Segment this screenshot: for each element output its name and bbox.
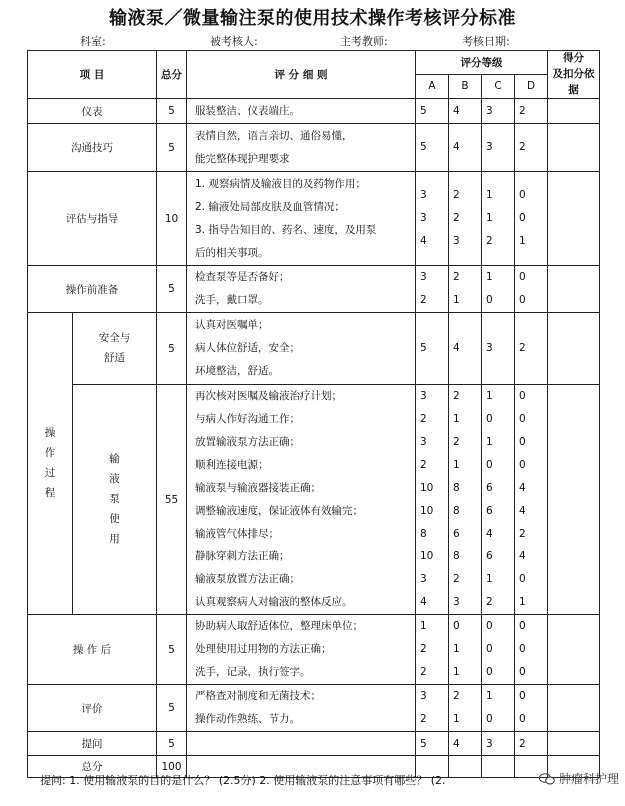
grade-a-value: 2 (420, 294, 427, 307)
vertical-char: 输 (109, 452, 120, 465)
row-name: 评估与指导 (28, 172, 157, 266)
row-score: 5 (157, 266, 187, 313)
criterion-line: 表情自然，语言亲切、通俗易懂， (195, 129, 353, 142)
grade-c-value: 3 (486, 104, 493, 117)
grade-a-value: 3 (420, 271, 427, 284)
grade-b-value: 2 (453, 436, 460, 449)
grade-d-value: 4 (519, 550, 526, 563)
grade-d-value: 0 (519, 690, 526, 703)
grade-d-value: 0 (519, 390, 526, 403)
grade-d (515, 124, 548, 172)
grade-d (515, 172, 548, 266)
vertical-char: 用 (109, 532, 120, 545)
criterion-line: 输液泵与输液器接装正确； (195, 481, 321, 494)
grade-b (449, 385, 482, 615)
grade-d-value: 0 (519, 294, 526, 307)
criterion-line: 洗手，戴口罩。 (195, 294, 269, 307)
grade-b-value: 2 (453, 189, 460, 202)
grade-c-value: 0 (486, 458, 493, 471)
grade-a (416, 124, 449, 172)
grade-d (515, 685, 548, 732)
criterion-line: 环境整洁，舒适。 (195, 365, 279, 378)
row-details (187, 266, 416, 313)
grade-c-value: 0 (486, 294, 493, 307)
grade-b-value: 2 (453, 573, 460, 586)
safety-char: 舒 (104, 351, 115, 364)
grade-a-value: 4 (420, 235, 427, 248)
row-name: 评价 (28, 685, 157, 732)
grade-c-value: 1 (486, 189, 493, 202)
grade-b-value: 4 (453, 104, 460, 117)
criterion-line: 认真对医嘱单； (195, 319, 269, 332)
grade-d-value: 4 (519, 481, 526, 494)
grade-a (416, 685, 449, 732)
grade-a-value: 3 (420, 189, 427, 202)
grade-a-value: 4 (420, 596, 427, 609)
criterion-line: 1. 观察病情及输液目的及药物作用； (195, 177, 366, 190)
grade-d (515, 99, 548, 124)
grade-b-value: 1 (453, 413, 460, 426)
grade-c-value: 0 (486, 620, 493, 633)
grade-c-value: 1 (486, 271, 493, 284)
watermark (539, 770, 619, 787)
grade-b-value: 2 (453, 690, 460, 703)
vertical-char: 使 (109, 512, 120, 525)
grade-a-value: 2 (420, 713, 427, 726)
criterion-line: 病人体位舒适，安全； (195, 342, 300, 355)
grade-c (482, 615, 515, 685)
grade-b-value: 1 (453, 458, 460, 471)
score-cell[interactable] (548, 266, 600, 313)
safety-char: 全 (109, 331, 120, 344)
grade-a-value: 1 (420, 620, 427, 633)
grade-b-value: 4 (453, 342, 460, 355)
row-assessment (28, 172, 600, 266)
grade-c-value: 0 (486, 666, 493, 679)
grade-b-value: 4 (453, 141, 460, 154)
criterion-line: 输液管气体排尽； (195, 527, 279, 540)
grade-a-value: 5 (420, 141, 427, 154)
grade-a: 5 (416, 732, 449, 756)
grade-c-value: 1 (486, 573, 493, 586)
grade-d-value: 2 (519, 527, 526, 540)
grade-a-value: 2 (420, 413, 427, 426)
grade-b-value: 2 (453, 212, 460, 225)
row-details (187, 615, 416, 685)
criterion-line: 后的相关事项。 (195, 246, 269, 259)
page-title: 输液泵／微量输注泵的使用技术操作考核评分标准 (109, 8, 516, 29)
row-details (187, 124, 416, 172)
grade-d-value: 0 (519, 189, 526, 202)
row-score: 100 (157, 756, 187, 778)
wechat-icon (539, 773, 555, 785)
grade-a (416, 313, 449, 385)
grade-d: 2 (515, 732, 548, 756)
grade-c-value: 1 (486, 390, 493, 403)
grade-c (482, 266, 515, 313)
grade-a-value: 2 (420, 458, 427, 471)
grade-a-value: 10 (420, 504, 434, 517)
criterion-line: 洗手，记录，执行签字。 (195, 666, 311, 679)
footer-questions: 提问: 1. 使用输液泵的目的是什么？ (2.5分) 2. 使用输液泵的注意事项有哪些？ (2. (40, 774, 446, 787)
grade-c-value: 1 (486, 690, 493, 703)
meta-examiner: 主考教师: (340, 35, 388, 48)
criterion-line: 静脉穿刺方法正确； (195, 550, 290, 563)
row-score: 10 (157, 172, 187, 266)
criterion-line: 2. 输液处局部皮肤及血管情况； (195, 200, 345, 213)
row-name: 操 作 后 (28, 615, 157, 685)
row-name: 总分 (28, 756, 157, 778)
header-basis-label: 及扣分依据 (552, 67, 595, 96)
grade-a-value: 5 (420, 342, 427, 355)
infusion-name-vertical (109, 453, 120, 545)
row-name: 沟通技巧 (28, 124, 157, 172)
grade-c-value: 6 (486, 504, 493, 517)
vertical-char: 操 (44, 426, 56, 439)
meta-dept: 科室: (80, 35, 106, 48)
row-name: 仪表 (28, 99, 157, 124)
grade-c-value: 4 (486, 527, 493, 540)
grade-c (482, 124, 515, 172)
row-detail-empty (187, 732, 416, 756)
score-cell[interactable] (548, 732, 600, 756)
row-name: 操作前准备 (28, 266, 157, 313)
grade-a-value: 2 (420, 643, 427, 656)
score-cell[interactable] (548, 99, 600, 124)
grade-d-value: 0 (519, 436, 526, 449)
row-infusion (28, 385, 600, 615)
grade-d (515, 385, 548, 615)
grade-c (482, 313, 515, 385)
grade-a-value: 3 (420, 390, 427, 403)
grade-c-value: 3 (486, 141, 493, 154)
row-score: 5 (157, 124, 187, 172)
criterion-line: 调整输液速度，保证液体有效输完； (195, 504, 363, 517)
grade-b-value: 1 (453, 294, 460, 307)
grade-c-value: 2 (486, 235, 493, 248)
row-safety (28, 313, 600, 385)
header-detail: 评 分 细 则 (187, 51, 416, 99)
grade-d-value: 4 (519, 504, 526, 517)
vertical-char: 泵 (109, 492, 120, 505)
row-after (28, 615, 600, 685)
row-appearance (28, 99, 600, 124)
row-name: 提问 (28, 732, 157, 756)
grade-d-value: 0 (519, 413, 526, 426)
grade-b-value: 2 (453, 390, 460, 403)
grade-b (449, 266, 482, 313)
watermark-text: 肿瘤科护理 (558, 772, 619, 786)
grade-c-value: 0 (486, 413, 493, 426)
score-cell[interactable] (548, 124, 600, 172)
grade-d-value: 1 (519, 596, 526, 609)
grade-b (449, 685, 482, 732)
criterion-line: 服装整洁、仪表端庄。 (195, 104, 300, 117)
grade-d-value: 0 (519, 458, 526, 471)
scoring-table (27, 50, 600, 778)
criterion-line: 能完整体现护理要求 (195, 152, 290, 165)
criterion-line: 输液泵放置方法正确； (195, 573, 300, 586)
grade-b-value: 8 (453, 504, 460, 517)
score-cell[interactable] (548, 615, 600, 685)
grade-b (449, 99, 482, 124)
row-name (73, 313, 157, 385)
row-score: 5 (157, 732, 187, 756)
criterion-line: 检查泵等是否备好； (195, 271, 290, 284)
row-score: 5 (157, 313, 187, 385)
grade-d-value: 1 (519, 235, 526, 248)
row-preparation (28, 266, 600, 313)
row-questions (28, 732, 600, 756)
safety-char: 安 (98, 331, 110, 344)
grade-d-value: 0 (519, 713, 526, 726)
grade-d-value: 0 (519, 620, 526, 633)
criterion-line: 操作动作熟练、节力。 (195, 713, 300, 726)
grade-a-value: 8 (420, 527, 427, 540)
row-communication (28, 124, 600, 172)
grade-b-value: 3 (453, 596, 460, 609)
process-label (28, 313, 73, 615)
grade-d-value: 2 (519, 104, 526, 117)
row-score: 55 (157, 385, 187, 615)
grade-b: 4 (449, 732, 482, 756)
criterion-line: 放置输液泵方法正确； (195, 436, 300, 449)
vertical-char: 作 (44, 446, 56, 459)
grade-b-value: 8 (453, 481, 460, 494)
grade-d (515, 266, 548, 313)
grade-b-value: 8 (453, 550, 460, 563)
grade-c-value: 1 (486, 436, 493, 449)
safety-char: 适 (114, 351, 125, 364)
safety-name (99, 332, 131, 364)
grade-a-value: 3 (420, 436, 427, 449)
grade-b (449, 124, 482, 172)
meta-examinee: 被考核人: (210, 35, 258, 48)
header-score (548, 51, 600, 99)
grade-d (515, 615, 548, 685)
grade-b (449, 615, 482, 685)
grade-a-value: 3 (420, 573, 427, 586)
grade-d-header: D (515, 74, 548, 99)
grade-b-header: B (449, 74, 482, 99)
row-evaluation (28, 685, 600, 732)
grade-a-value: 3 (420, 690, 427, 703)
grade-c (482, 685, 515, 732)
grade-b-value: 1 (453, 643, 460, 656)
row-details (187, 172, 416, 266)
criterion-line: 3. 指导告知目的、药名、速度，及用泵 (195, 223, 377, 236)
score-cell[interactable] (548, 172, 600, 266)
grade-b-value: 1 (453, 713, 460, 726)
grade-c (482, 99, 515, 124)
criterion-line: 再次核对医嘱及输液治疗计划； (195, 390, 342, 403)
grade-b-value: 1 (453, 666, 460, 679)
grade-c-value: 1 (486, 212, 493, 225)
score-cell[interactable] (548, 313, 600, 385)
grade-d-value: 2 (519, 342, 526, 355)
grade-a (416, 615, 449, 685)
grade-a (416, 99, 449, 124)
grade-a-value: 3 (420, 212, 427, 225)
grade-a-value: 2 (420, 666, 427, 679)
process-name-vertical (45, 427, 56, 499)
grade-b-value: 2 (453, 271, 460, 284)
vertical-char: 过 (44, 466, 56, 479)
score-cell[interactable] (548, 685, 600, 732)
grade-d (515, 313, 548, 385)
score-cell[interactable] (548, 385, 600, 615)
grade-d-value: 0 (519, 643, 526, 656)
grade-a-value: 5 (420, 104, 427, 117)
grade-c-value: 0 (486, 643, 493, 656)
vertical-char: 程 (44, 486, 56, 499)
grade-a-header: A (416, 74, 449, 99)
grade-b-value: 0 (453, 620, 460, 633)
header-total: 总分 (157, 51, 187, 99)
criterion-line: 认真观察病人对输液的整体反应。 (195, 596, 353, 609)
row-details (187, 99, 416, 124)
criterion-line: 与病人作好沟通工作； (195, 413, 300, 426)
grade-c-value: 0 (486, 713, 493, 726)
row-details (187, 685, 416, 732)
vertical-char: 液 (109, 472, 120, 485)
grade-c-value: 6 (486, 481, 493, 494)
meta-date: 考核日期: (462, 35, 510, 48)
header-score-label: 得分 (563, 52, 584, 64)
grade-a-value: 10 (420, 481, 434, 494)
grade-a (416, 385, 449, 615)
grade-d-value: 0 (519, 573, 526, 586)
criterion-line: 处理使用过用物的方法正确； (195, 643, 332, 656)
grade-a-value: 10 (420, 550, 434, 563)
grade-c-value: 3 (486, 342, 493, 355)
grade-d-value: 0 (519, 271, 526, 284)
grade-d-value: 0 (519, 212, 526, 225)
row-score: 5 (157, 99, 187, 124)
criterion-line: 严格查对制度和无菌技术； (195, 690, 321, 703)
criterion-line: 顺利连接电源； (195, 458, 269, 471)
grade-c-value: 2 (486, 596, 493, 609)
grade-d-value: 0 (519, 666, 526, 679)
criterion-line: 协助病人取舒适体位，整理床单位； (195, 620, 363, 633)
grade-c-value: 6 (486, 550, 493, 563)
row-name (73, 385, 157, 615)
grade-c: 3 (482, 732, 515, 756)
row-details (187, 385, 416, 615)
grade-b (449, 172, 482, 266)
safety-char: 与 (119, 331, 131, 344)
grade-a (416, 172, 449, 266)
header-grade: 评分等级 (416, 51, 548, 75)
grade-d-value: 2 (519, 141, 526, 154)
header-item: 项 目 (28, 51, 157, 99)
grade-a (416, 266, 449, 313)
grade-b-value: 6 (453, 527, 460, 540)
grade-c-header: C (482, 74, 515, 99)
grade-b-value: 3 (453, 235, 460, 248)
row-score: 5 (157, 685, 187, 732)
row-score: 5 (157, 615, 187, 685)
grade-c (482, 385, 515, 615)
grade-c (482, 172, 515, 266)
row-details (187, 313, 416, 385)
grade-b (449, 313, 482, 385)
